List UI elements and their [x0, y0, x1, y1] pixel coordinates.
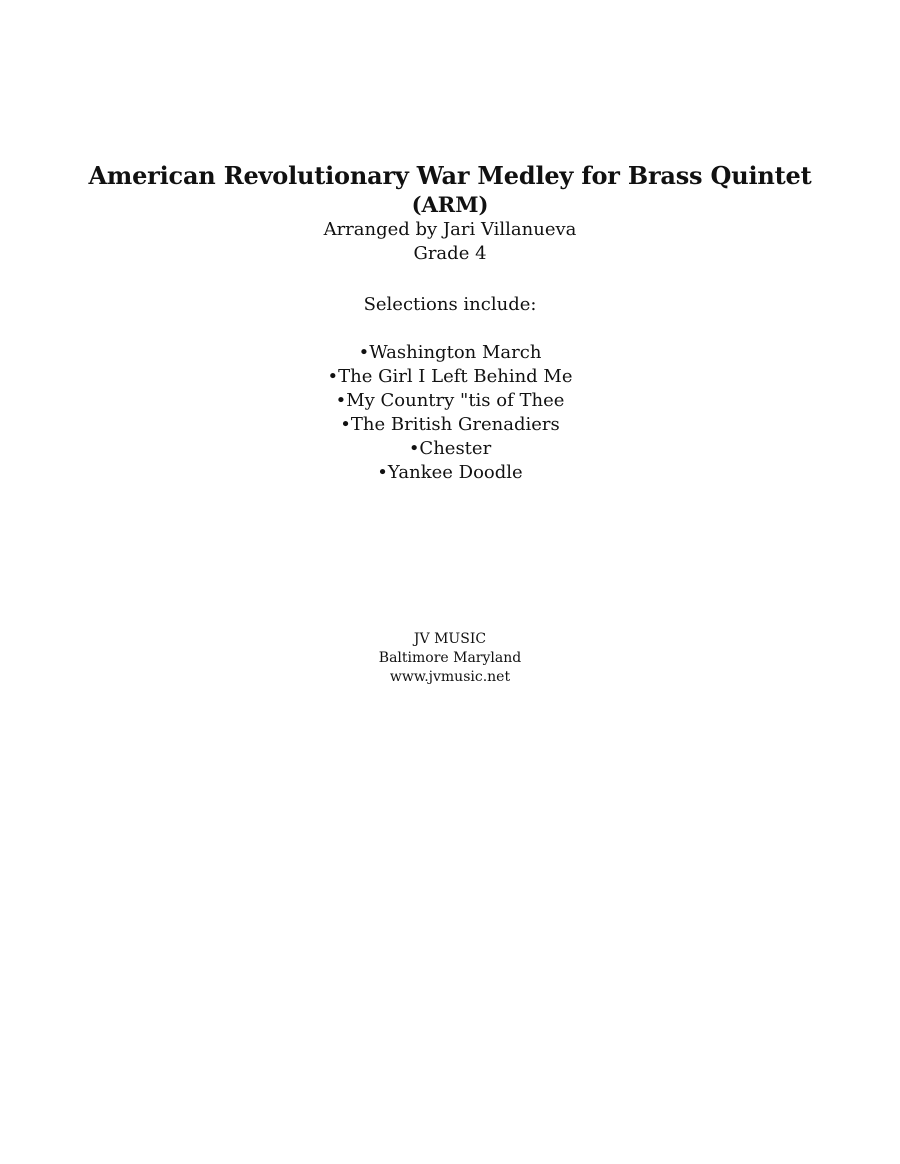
publisher-website: www.jvmusic.net [389, 669, 511, 685]
arranger-credit: Arranged by Jari Villanueva [323, 219, 577, 240]
selection-item: •Chester [408, 438, 492, 459]
grade-level: Grade 4 [413, 243, 487, 264]
document-title: American Revolutionary War Medley for Brass Quintet [88, 161, 812, 190]
selection-item: •The British Grenadiers [340, 414, 560, 435]
selections-heading: Selections include: [363, 294, 537, 315]
selection-list [0, 341, 900, 485]
publisher-block [0, 630, 900, 687]
selection-item: •Washington March [358, 342, 542, 363]
selection-item: •Yankee Doodle [377, 462, 523, 483]
selection-item: •The Girl I Left Behind Me [327, 366, 573, 387]
title-block [0, 160, 900, 266]
selection-item: •My Country "tis of Thee [335, 390, 565, 411]
publisher-location: Baltimore Maryland [378, 650, 522, 666]
document-subtitle: (ARM) [411, 192, 489, 217]
publisher-name: JV MUSIC [413, 631, 487, 647]
